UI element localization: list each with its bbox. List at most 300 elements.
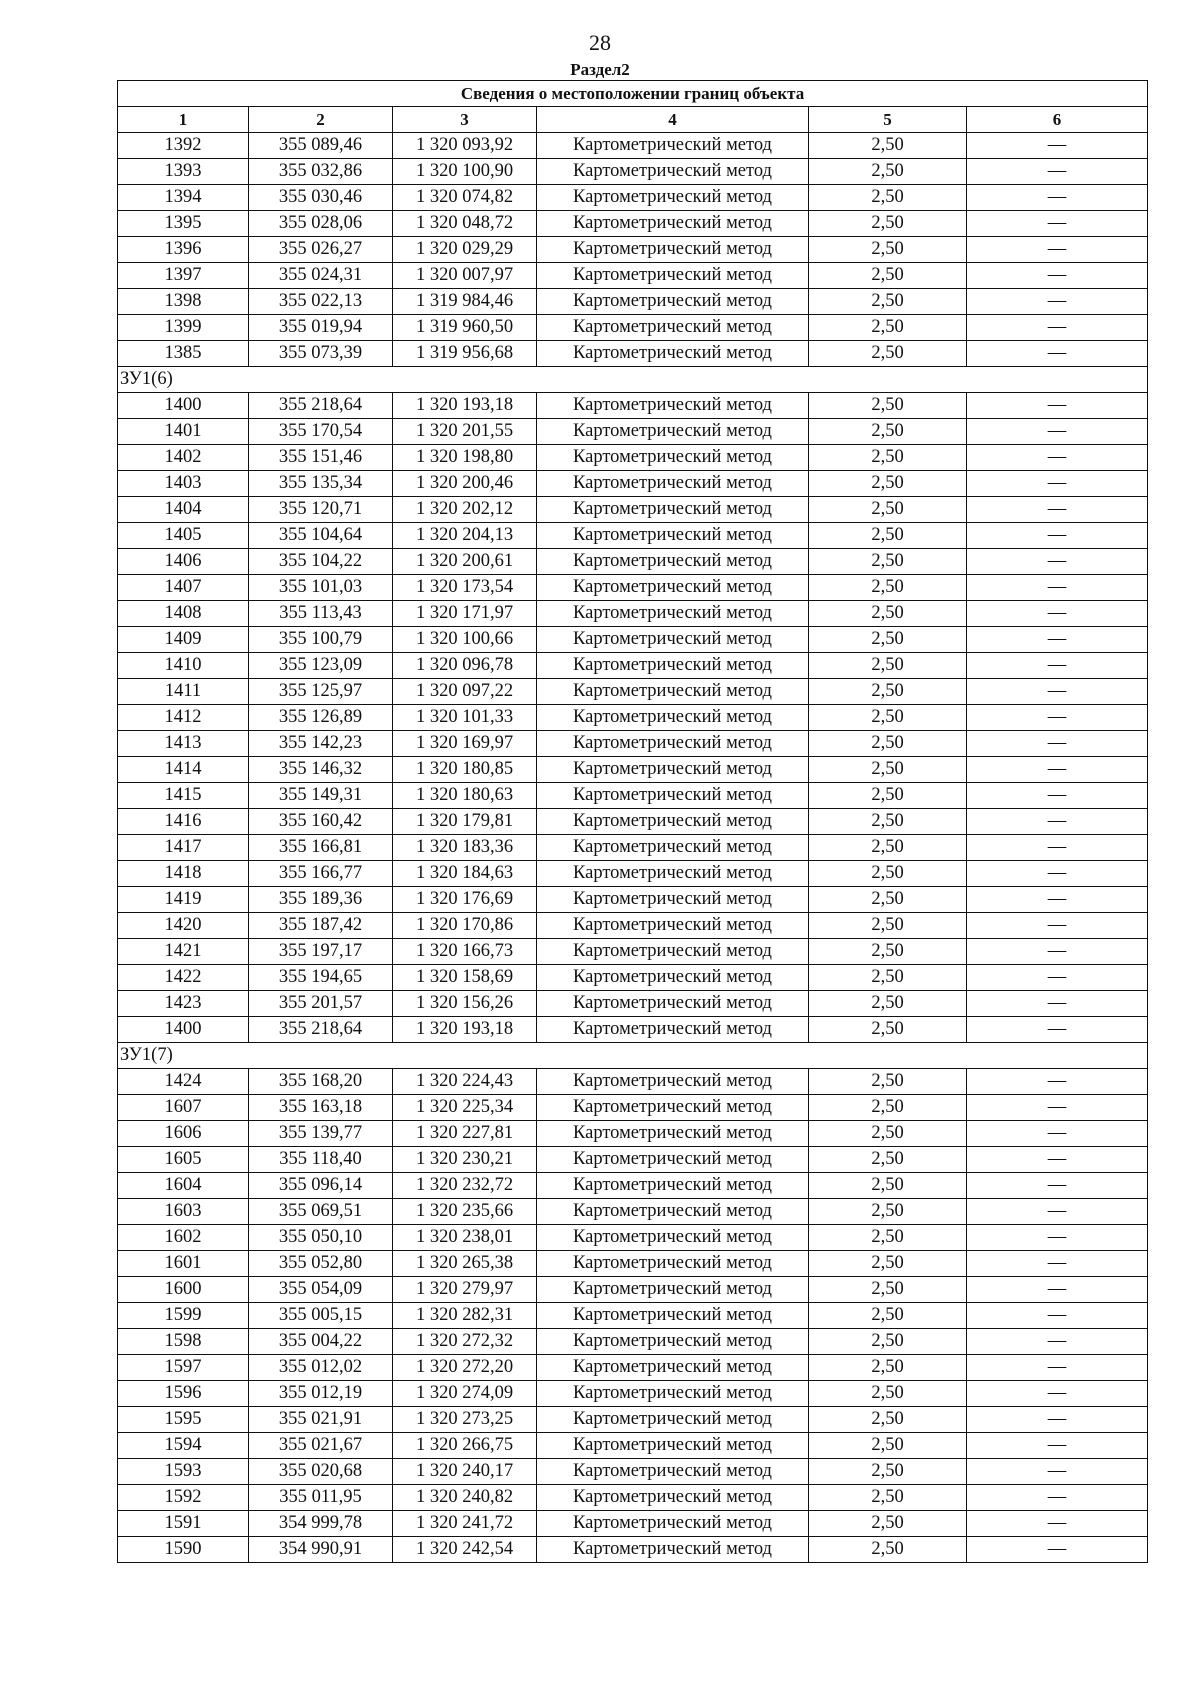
table-row [118, 1485, 1148, 1511]
accuracy-cell: 2,50 [809, 1381, 967, 1407]
description-cell: — [967, 1433, 1148, 1459]
table-row [118, 1069, 1148, 1095]
x-coordinate-cell: 354 999,78 [249, 1511, 393, 1537]
y-coordinate-cell: 1 319 956,68 [393, 341, 537, 367]
y-coordinate-cell: 1 320 242,54 [393, 1537, 537, 1563]
table-row [118, 1329, 1148, 1355]
method-cell: Картометрический метод [537, 653, 809, 679]
accuracy-cell: 2,50 [809, 887, 967, 913]
table-row [118, 627, 1148, 653]
method-cell: Картометрический метод [537, 263, 809, 289]
method-cell: Картометрический метод [537, 913, 809, 939]
method-cell: Картометрический метод [537, 1381, 809, 1407]
description-cell: — [967, 783, 1148, 809]
point-number-cell: 1602 [118, 1225, 249, 1251]
table-caption-row [118, 81, 1148, 107]
accuracy-cell: 2,50 [809, 679, 967, 705]
x-coordinate-cell: 355 149,31 [249, 783, 393, 809]
accuracy-cell: 2,50 [809, 549, 967, 575]
accuracy-cell: 2,50 [809, 471, 967, 497]
y-coordinate-cell: 1 320 179,81 [393, 809, 537, 835]
x-coordinate-cell: 355 187,42 [249, 913, 393, 939]
accuracy-cell: 2,50 [809, 1225, 967, 1251]
method-cell: Картометрический метод [537, 965, 809, 991]
y-coordinate-cell: 1 320 224,43 [393, 1069, 537, 1095]
y-coordinate-cell: 1 320 093,92 [393, 133, 537, 159]
y-coordinate-cell: 1 320 048,72 [393, 211, 537, 237]
boundary-table [117, 80, 1148, 1563]
x-coordinate-cell: 355 151,46 [249, 445, 393, 471]
description-cell: — [967, 315, 1148, 341]
method-cell: Картометрический метод [537, 549, 809, 575]
accuracy-cell: 2,50 [809, 185, 967, 211]
accuracy-cell: 2,50 [809, 809, 967, 835]
accuracy-cell: 2,50 [809, 1537, 967, 1563]
y-coordinate-cell: 1 320 225,34 [393, 1095, 537, 1121]
point-number-cell: 1416 [118, 809, 249, 835]
point-number-cell: 1408 [118, 601, 249, 627]
table-row [118, 1121, 1148, 1147]
description-cell: — [967, 1251, 1148, 1277]
accuracy-cell: 2,50 [809, 1459, 967, 1485]
accuracy-cell: 2,50 [809, 1329, 967, 1355]
accuracy-cell: 2,50 [809, 1511, 967, 1537]
table-row [118, 1537, 1148, 1563]
point-number-cell: 1424 [118, 1069, 249, 1095]
y-coordinate-cell: 1 320 100,90 [393, 159, 537, 185]
method-cell: Картометрический метод [537, 861, 809, 887]
y-coordinate-cell: 1 320 235,66 [393, 1199, 537, 1225]
accuracy-cell: 2,50 [809, 1303, 967, 1329]
description-cell: — [967, 679, 1148, 705]
method-cell: Картометрический метод [537, 341, 809, 367]
point-number-cell: 1411 [118, 679, 249, 705]
accuracy-cell: 2,50 [809, 263, 967, 289]
method-cell: Картометрический метод [537, 991, 809, 1017]
x-coordinate-cell: 355 030,46 [249, 185, 393, 211]
method-cell: Картометрический метод [537, 471, 809, 497]
column-header: 6 [967, 107, 1148, 133]
point-number-cell: 1405 [118, 523, 249, 549]
accuracy-cell: 2,50 [809, 627, 967, 653]
point-number-cell: 1598 [118, 1329, 249, 1355]
description-cell: — [967, 913, 1148, 939]
description-cell: — [967, 1355, 1148, 1381]
y-coordinate-cell: 1 320 074,82 [393, 185, 537, 211]
page-number: 28 [589, 30, 611, 55]
y-coordinate-cell: 1 320 173,54 [393, 575, 537, 601]
x-coordinate-cell: 355 201,57 [249, 991, 393, 1017]
accuracy-cell: 2,50 [809, 159, 967, 185]
description-cell: — [967, 861, 1148, 887]
description-cell: — [967, 939, 1148, 965]
description-cell: — [967, 1017, 1148, 1043]
table-row [118, 419, 1148, 445]
table-row [118, 965, 1148, 991]
group-header-row [118, 367, 1148, 393]
x-coordinate-cell: 354 990,91 [249, 1537, 393, 1563]
point-number-cell: 1394 [118, 185, 249, 211]
table-row [118, 185, 1148, 211]
y-coordinate-cell: 1 320 202,12 [393, 497, 537, 523]
description-cell: — [967, 731, 1148, 757]
x-coordinate-cell: 355 146,32 [249, 757, 393, 783]
method-cell: Картометрический метод [537, 1017, 809, 1043]
method-cell: Картометрический метод [537, 1407, 809, 1433]
x-coordinate-cell: 355 100,79 [249, 627, 393, 653]
method-cell: Картометрический метод [537, 523, 809, 549]
x-coordinate-cell: 355 194,65 [249, 965, 393, 991]
table-row [118, 1355, 1148, 1381]
y-coordinate-cell: 1 320 272,32 [393, 1329, 537, 1355]
method-cell: Картометрический метод [537, 1277, 809, 1303]
y-coordinate-cell: 1 320 227,81 [393, 1121, 537, 1147]
description-cell: — [967, 1095, 1148, 1121]
accuracy-cell: 2,50 [809, 1069, 967, 1095]
x-coordinate-cell: 355 166,81 [249, 835, 393, 861]
y-coordinate-cell: 1 320 169,97 [393, 731, 537, 757]
accuracy-cell: 2,50 [809, 497, 967, 523]
x-coordinate-cell: 355 069,51 [249, 1199, 393, 1225]
y-coordinate-cell: 1 320 279,97 [393, 1277, 537, 1303]
method-cell: Картометрический метод [537, 211, 809, 237]
accuracy-cell: 2,50 [809, 939, 967, 965]
point-number-cell: 1592 [118, 1485, 249, 1511]
point-number-cell: 1401 [118, 419, 249, 445]
point-number-cell: 1604 [118, 1173, 249, 1199]
table-row [118, 1459, 1148, 1485]
x-coordinate-cell: 355 123,09 [249, 653, 393, 679]
x-coordinate-cell: 355 004,22 [249, 1329, 393, 1355]
point-number-cell: 1422 [118, 965, 249, 991]
method-cell: Картометрический метод [537, 783, 809, 809]
method-cell: Картометрический метод [537, 1121, 809, 1147]
y-coordinate-cell: 1 320 193,18 [393, 1017, 537, 1043]
description-cell: — [967, 705, 1148, 731]
point-number-cell: 1400 [118, 393, 249, 419]
description-cell: — [967, 133, 1148, 159]
method-cell: Картометрический метод [537, 1251, 809, 1277]
y-coordinate-cell: 1 320 282,31 [393, 1303, 537, 1329]
table-row [118, 1303, 1148, 1329]
y-coordinate-cell: 1 320 201,55 [393, 419, 537, 445]
method-cell: Картометрический метод [537, 1433, 809, 1459]
accuracy-cell: 2,50 [809, 991, 967, 1017]
accuracy-cell: 2,50 [809, 445, 967, 471]
table-row [118, 1199, 1148, 1225]
table-row [118, 1277, 1148, 1303]
method-cell: Картометрический метод [537, 1355, 809, 1381]
method-cell: Картометрический метод [537, 1069, 809, 1095]
y-coordinate-cell: 1 320 180,63 [393, 783, 537, 809]
point-number-cell: 1603 [118, 1199, 249, 1225]
method-cell: Картометрический метод [537, 1303, 809, 1329]
point-number-cell: 1590 [118, 1537, 249, 1563]
column-header: 4 [537, 107, 809, 133]
point-number-cell: 1412 [118, 705, 249, 731]
table-row [118, 159, 1148, 185]
x-coordinate-cell: 355 021,91 [249, 1407, 393, 1433]
accuracy-cell: 2,50 [809, 1121, 967, 1147]
group-label: ЗУ1(7) [118, 1043, 1148, 1069]
y-coordinate-cell: 1 320 184,63 [393, 861, 537, 887]
y-coordinate-cell: 1 320 200,61 [393, 549, 537, 575]
x-coordinate-cell: 355 021,67 [249, 1433, 393, 1459]
description-cell: — [967, 1511, 1148, 1537]
point-number-cell: 1396 [118, 237, 249, 263]
description-cell: — [967, 1199, 1148, 1225]
point-number-cell: 1395 [118, 211, 249, 237]
x-coordinate-cell: 355 170,54 [249, 419, 393, 445]
description-cell: — [967, 1329, 1148, 1355]
y-coordinate-cell: 1 320 274,09 [393, 1381, 537, 1407]
description-cell: — [967, 601, 1148, 627]
point-number-cell: 1601 [118, 1251, 249, 1277]
point-number-cell: 1605 [118, 1147, 249, 1173]
accuracy-cell: 2,50 [809, 861, 967, 887]
y-coordinate-cell: 1 320 238,01 [393, 1225, 537, 1251]
y-coordinate-cell: 1 319 960,50 [393, 315, 537, 341]
x-coordinate-cell: 355 050,10 [249, 1225, 393, 1251]
description-cell: — [967, 419, 1148, 445]
table-row [118, 289, 1148, 315]
x-coordinate-cell: 355 032,86 [249, 159, 393, 185]
description-cell: — [967, 1485, 1148, 1511]
table-row [118, 731, 1148, 757]
method-cell: Картометрический метод [537, 1199, 809, 1225]
description-cell: — [967, 965, 1148, 991]
accuracy-cell: 2,50 [809, 575, 967, 601]
point-number-cell: 1593 [118, 1459, 249, 1485]
group-label: ЗУ1(6) [118, 367, 1148, 393]
table-row [118, 393, 1148, 419]
description-cell: — [967, 1277, 1148, 1303]
y-coordinate-cell: 1 320 265,38 [393, 1251, 537, 1277]
table-row [118, 237, 1148, 263]
description-cell: — [967, 1147, 1148, 1173]
point-number-cell: 1423 [118, 991, 249, 1017]
accuracy-cell: 2,50 [809, 393, 967, 419]
x-coordinate-cell: 355 101,03 [249, 575, 393, 601]
point-number-cell: 1597 [118, 1355, 249, 1381]
accuracy-cell: 2,50 [809, 341, 967, 367]
method-cell: Картометрический метод [537, 705, 809, 731]
y-coordinate-cell: 1 320 183,36 [393, 835, 537, 861]
table-row [118, 705, 1148, 731]
method-cell: Картометрический метод [537, 809, 809, 835]
accuracy-cell: 2,50 [809, 601, 967, 627]
column-header: 5 [809, 107, 967, 133]
method-cell: Картометрический метод [537, 1329, 809, 1355]
accuracy-cell: 2,50 [809, 523, 967, 549]
y-coordinate-cell: 1 320 171,97 [393, 601, 537, 627]
point-number-cell: 1417 [118, 835, 249, 861]
section-title: Раздел2 [570, 60, 630, 79]
x-coordinate-cell: 355 139,77 [249, 1121, 393, 1147]
table-body [118, 133, 1148, 1563]
table-row [118, 1173, 1148, 1199]
description-cell: — [967, 289, 1148, 315]
description-cell: — [967, 575, 1148, 601]
table-row [118, 809, 1148, 835]
method-cell: Картометрический метод [537, 289, 809, 315]
x-coordinate-cell: 355 011,95 [249, 1485, 393, 1511]
point-number-cell: 1385 [118, 341, 249, 367]
description-cell: — [967, 757, 1148, 783]
x-coordinate-cell: 355 012,02 [249, 1355, 393, 1381]
y-coordinate-cell: 1 320 198,80 [393, 445, 537, 471]
method-cell: Картометрический метод [537, 497, 809, 523]
description-cell: — [967, 809, 1148, 835]
method-cell: Картометрический метод [537, 393, 809, 419]
point-number-cell: 1415 [118, 783, 249, 809]
point-number-cell: 1420 [118, 913, 249, 939]
x-coordinate-cell: 355 020,68 [249, 1459, 393, 1485]
y-coordinate-cell: 1 320 158,69 [393, 965, 537, 991]
description-cell: — [967, 185, 1148, 211]
description-cell: — [967, 627, 1148, 653]
table-row [118, 549, 1148, 575]
accuracy-cell: 2,50 [809, 913, 967, 939]
table-row [118, 341, 1148, 367]
table-row [118, 263, 1148, 289]
column-header: 1 [118, 107, 249, 133]
description-cell: — [967, 1381, 1148, 1407]
point-number-cell: 1403 [118, 471, 249, 497]
method-cell: Картометрический метод [537, 575, 809, 601]
y-coordinate-cell: 1 320 266,75 [393, 1433, 537, 1459]
x-coordinate-cell: 355 142,23 [249, 731, 393, 757]
y-coordinate-cell: 1 320 100,66 [393, 627, 537, 653]
point-number-cell: 1397 [118, 263, 249, 289]
y-coordinate-cell: 1 320 101,33 [393, 705, 537, 731]
table-row [118, 757, 1148, 783]
y-coordinate-cell: 1 320 007,97 [393, 263, 537, 289]
point-number-cell: 1392 [118, 133, 249, 159]
table-row [118, 861, 1148, 887]
point-number-cell: 1402 [118, 445, 249, 471]
method-cell: Картометрический метод [537, 1147, 809, 1173]
description-cell: — [967, 653, 1148, 679]
point-number-cell: 1606 [118, 1121, 249, 1147]
x-coordinate-cell: 355 163,18 [249, 1095, 393, 1121]
method-cell: Картометрический метод [537, 627, 809, 653]
y-coordinate-cell: 1 320 232,72 [393, 1173, 537, 1199]
description-cell: — [967, 211, 1148, 237]
accuracy-cell: 2,50 [809, 1277, 967, 1303]
table-row [118, 913, 1148, 939]
accuracy-cell: 2,50 [809, 1407, 967, 1433]
method-cell: Картометрический метод [537, 185, 809, 211]
point-number-cell: 1409 [118, 627, 249, 653]
x-coordinate-cell: 355 218,64 [249, 393, 393, 419]
y-coordinate-cell: 1 320 272,20 [393, 1355, 537, 1381]
point-number-cell: 1399 [118, 315, 249, 341]
point-number-cell: 1594 [118, 1433, 249, 1459]
description-cell: — [967, 1069, 1148, 1095]
method-cell: Картометрический метод [537, 1485, 809, 1511]
description-cell: — [967, 1121, 1148, 1147]
accuracy-cell: 2,50 [809, 757, 967, 783]
accuracy-cell: 2,50 [809, 1173, 967, 1199]
table-row [118, 1381, 1148, 1407]
table-row [118, 497, 1148, 523]
table-row [118, 471, 1148, 497]
point-number-cell: 1596 [118, 1381, 249, 1407]
column-header: 3 [393, 107, 537, 133]
method-cell: Картометрический метод [537, 1511, 809, 1537]
accuracy-cell: 2,50 [809, 1017, 967, 1043]
method-cell: Картометрический метод [537, 1095, 809, 1121]
x-coordinate-cell: 355 125,97 [249, 679, 393, 705]
table-row [118, 1251, 1148, 1277]
y-coordinate-cell: 1 320 240,82 [393, 1485, 537, 1511]
accuracy-cell: 2,50 [809, 835, 967, 861]
description-cell: — [967, 1537, 1148, 1563]
accuracy-cell: 2,50 [809, 1251, 967, 1277]
y-coordinate-cell: 1 320 176,69 [393, 887, 537, 913]
x-coordinate-cell: 355 166,77 [249, 861, 393, 887]
description-cell: — [967, 497, 1148, 523]
x-coordinate-cell: 355 019,94 [249, 315, 393, 341]
accuracy-cell: 2,50 [809, 289, 967, 315]
point-number-cell: 1591 [118, 1511, 249, 1537]
table-row [118, 887, 1148, 913]
x-coordinate-cell: 355 104,64 [249, 523, 393, 549]
point-number-cell: 1413 [118, 731, 249, 757]
accuracy-cell: 2,50 [809, 211, 967, 237]
table-row [118, 523, 1148, 549]
x-coordinate-cell: 355 168,20 [249, 1069, 393, 1095]
point-number-cell: 1600 [118, 1277, 249, 1303]
x-coordinate-cell: 355 160,42 [249, 809, 393, 835]
x-coordinate-cell: 355 026,27 [249, 237, 393, 263]
x-coordinate-cell: 355 024,31 [249, 263, 393, 289]
x-coordinate-cell: 355 120,71 [249, 497, 393, 523]
group-header-row [118, 1043, 1148, 1069]
description-cell: — [967, 835, 1148, 861]
point-number-cell: 1407 [118, 575, 249, 601]
method-cell: Картометрический метод [537, 835, 809, 861]
table-row [118, 1511, 1148, 1537]
description-cell: — [967, 1407, 1148, 1433]
x-coordinate-cell: 355 189,36 [249, 887, 393, 913]
x-coordinate-cell: 355 012,19 [249, 1381, 393, 1407]
x-coordinate-cell: 355 028,06 [249, 211, 393, 237]
point-number-cell: 1599 [118, 1303, 249, 1329]
accuracy-cell: 2,50 [809, 419, 967, 445]
accuracy-cell: 2,50 [809, 653, 967, 679]
description-cell: — [967, 341, 1148, 367]
x-coordinate-cell: 355 022,13 [249, 289, 393, 315]
method-cell: Картометрический метод [537, 887, 809, 913]
point-number-cell: 1418 [118, 861, 249, 887]
accuracy-cell: 2,50 [809, 1147, 967, 1173]
y-coordinate-cell: 1 320 193,18 [393, 393, 537, 419]
x-coordinate-cell: 355 118,40 [249, 1147, 393, 1173]
description-cell: — [967, 1225, 1148, 1251]
description-cell: — [967, 237, 1148, 263]
method-cell: Картометрический метод [537, 159, 809, 185]
table-row [118, 783, 1148, 809]
x-coordinate-cell: 355 089,46 [249, 133, 393, 159]
method-cell: Картометрический метод [537, 237, 809, 263]
point-number-cell: 1607 [118, 1095, 249, 1121]
y-coordinate-cell: 1 320 166,73 [393, 939, 537, 965]
point-number-cell: 1400 [118, 1017, 249, 1043]
table-row [118, 1095, 1148, 1121]
method-cell: Картометрический метод [537, 1225, 809, 1251]
